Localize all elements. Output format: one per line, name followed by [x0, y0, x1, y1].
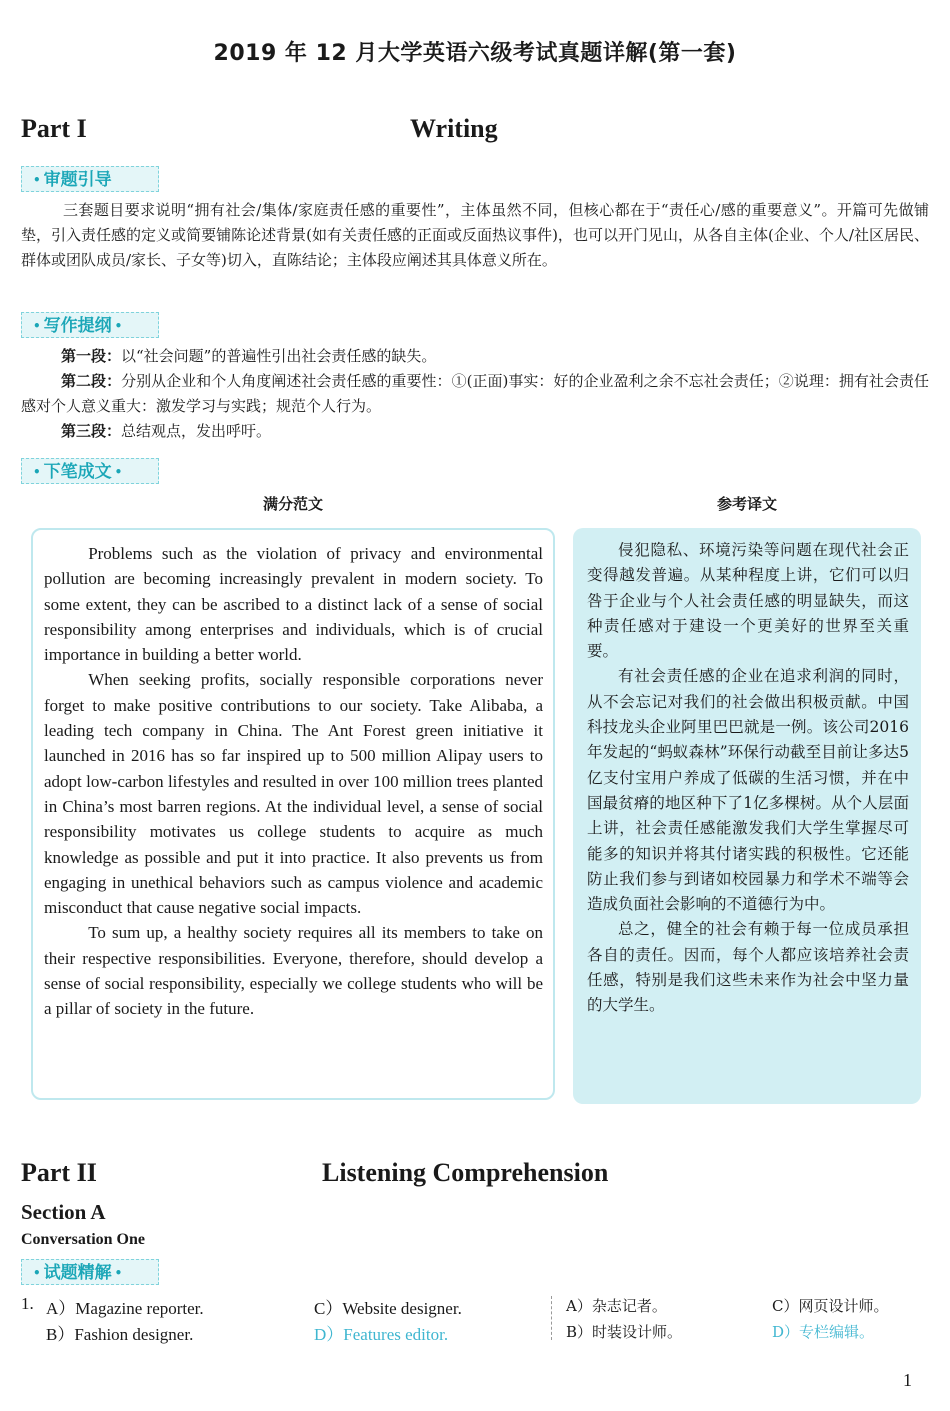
tag-text: 审题引导	[43, 170, 112, 190]
model-essay-box	[31, 528, 555, 1100]
outline	[21, 344, 929, 444]
tag-text: 下笔成文	[43, 462, 112, 482]
part2-name: Listening Comprehension	[322, 1158, 609, 1187]
bullet-icon: •	[33, 1266, 41, 1280]
essay-en-paragraph: To sum up, a healthy society requires all its members to take on their respective responsibilities. Everyone, therefore, should develop a sense of social responsibility, especially we college students who will be a pillar of society in the future.	[44, 923, 543, 1019]
essay-en-paragraph: Problems such as the violation of privacy and environmental pollution are becoming increasingly prevalent in modern society. To some extent, they can be ascribed to a distinct lack of a sense of social responsibility among enterprises and individuals, which is of crucial importance in building a better world.	[44, 544, 543, 665]
bullet-icon: •	[114, 319, 123, 333]
bullet-icon: •	[33, 173, 41, 187]
option-a-en: A）Magazine reporter.	[46, 1299, 204, 1318]
tag-text: 试题精解	[43, 1263, 112, 1283]
essay-cn-paragraph: 侵犯隐私、环境污染等问题在现代社会正变得越发普遍。从某种程度上讲，它们可以归咎于企业与个人社会责任感的明显缺失，而这种责任感对于建设一个更美好的世界至关重要。	[587, 541, 909, 661]
column-heading-translation: 参考译文	[716, 495, 777, 513]
option-b-cn: B）时装设计师。	[566, 1323, 683, 1341]
outline-label: 第三段：	[61, 422, 122, 440]
outline-label: 第二段：	[61, 372, 122, 390]
tag-xiabi-chengwen	[21, 458, 159, 484]
bullet-icon: •	[33, 319, 41, 333]
outline-item	[21, 369, 929, 419]
page-number: 1	[903, 1370, 912, 1390]
translation-box	[573, 528, 921, 1104]
essay-cn-paragraph: 总之，健全的社会有赖于每一位成员承担各自的责任。因而，每个人都应该培养社会责任感，特别是我们这些未来作为社会中坚力量的大学生。	[587, 920, 909, 1015]
part2-label: Part II	[21, 1158, 97, 1187]
outline-item	[21, 419, 929, 444]
tag-text: 写作提纲	[43, 316, 112, 336]
option-d-cn-answer: D）专栏编辑。	[772, 1323, 875, 1341]
outline-text: 分别从企业和个人角度阐述社会责任感的重要性：①(正面)事实：好的企业盈利之余不忘社会责任；②说理：拥有社会责任感对个人意义重大：激发学习与实践；规范个人行为。	[21, 372, 929, 415]
outline-text: 总结观点，发出呼吁。	[121, 422, 272, 440]
option-d-en-answer: D）Features editor.	[314, 1325, 449, 1344]
section-heading: Section A	[21, 1200, 106, 1224]
part1-label: Part I	[21, 114, 87, 143]
guide-paragraph: 三套题目要求说明“拥有社会/集体/家庭责任感的重要性”，主体虽然不同，但核心都在于“责任心/感的重要意义”。开篇可先做铺垫，引入责任感的定义或简要铺陈论述背景(如有关责任感的正面或反面热议事件)，也可以开门见山，从各自主体(企业、个人/社区居民、群体或团队成员/家长、子女等)切入，直陈结论；主体段应阐述其具体意义所在。	[21, 201, 929, 269]
column-heading-model-essay: 满分范文	[262, 495, 323, 513]
page-title: 2019 年 12 月大学英语六级考试真题详解(第一套)	[213, 41, 737, 66]
tag-shenti-yindao	[21, 166, 159, 192]
option-a-cn: A）杂志记者。	[566, 1297, 667, 1315]
option-b-en: B）Fashion designer.	[46, 1325, 194, 1344]
conversation-heading: Conversation One	[21, 1231, 145, 1248]
part1-name: Writing	[410, 114, 498, 143]
essay-cn-paragraph: 有社会责任感的企业在追求利润的同时，从不会忘记对我们的社会做出积极贡献。中国科技龙头企业阿里巴巴就是一例。该公司2016年发起的“蚂蚁森林”环保行动截至目前让多达5亿支付宝用户养成了低碳的生活习惯，并在中国最贫瘠的地区种下了1亿多棵树。从个人层面上讲，社会责任感能激发我们大学生掌握尽可能多的知识并将其付诸实践的积极性。它还能防止我们参与到诸如校园暴力和学术不端等会造成负面社会影响的不道德行为中。	[587, 667, 909, 914]
outline-text: 以“社会问题”的普遍性引出社会责任感的缺失。	[121, 347, 437, 365]
bullet-icon: •	[114, 465, 123, 479]
option-c-cn: C）网页设计师。	[772, 1297, 889, 1315]
outline-label: 第一段：	[61, 347, 122, 365]
tag-shiti-jingjie	[21, 1259, 159, 1285]
divider	[551, 1296, 552, 1340]
tag-xiezuo-tigang	[21, 312, 159, 338]
outline-item	[21, 344, 929, 369]
bullet-icon: •	[33, 465, 41, 479]
bullet-icon: •	[114, 1266, 123, 1280]
essay-en-paragraph: When seeking profits, socially responsible corporations never forget to make positive contributions to our society. Take Alibaba, a leading tech company in China. The Ant Forest green initiative it launched in 2016 has so far inspired up to 500 million Alipay users to adopt low-carbon lifestyles and resulted in over 100 million trees planted in China’s most barren regions. At the individual level, a sense of social responsibility motivates us college students to acquire as much knowledge as possible and put it into practice. It also prevents us from engaging in unethical behaviors such as campus violence and academic misconduct that cause negative social impacts.	[44, 670, 543, 918]
option-c-en: C）Website designer.	[314, 1299, 462, 1318]
question-number: 1.	[21, 1294, 34, 1313]
